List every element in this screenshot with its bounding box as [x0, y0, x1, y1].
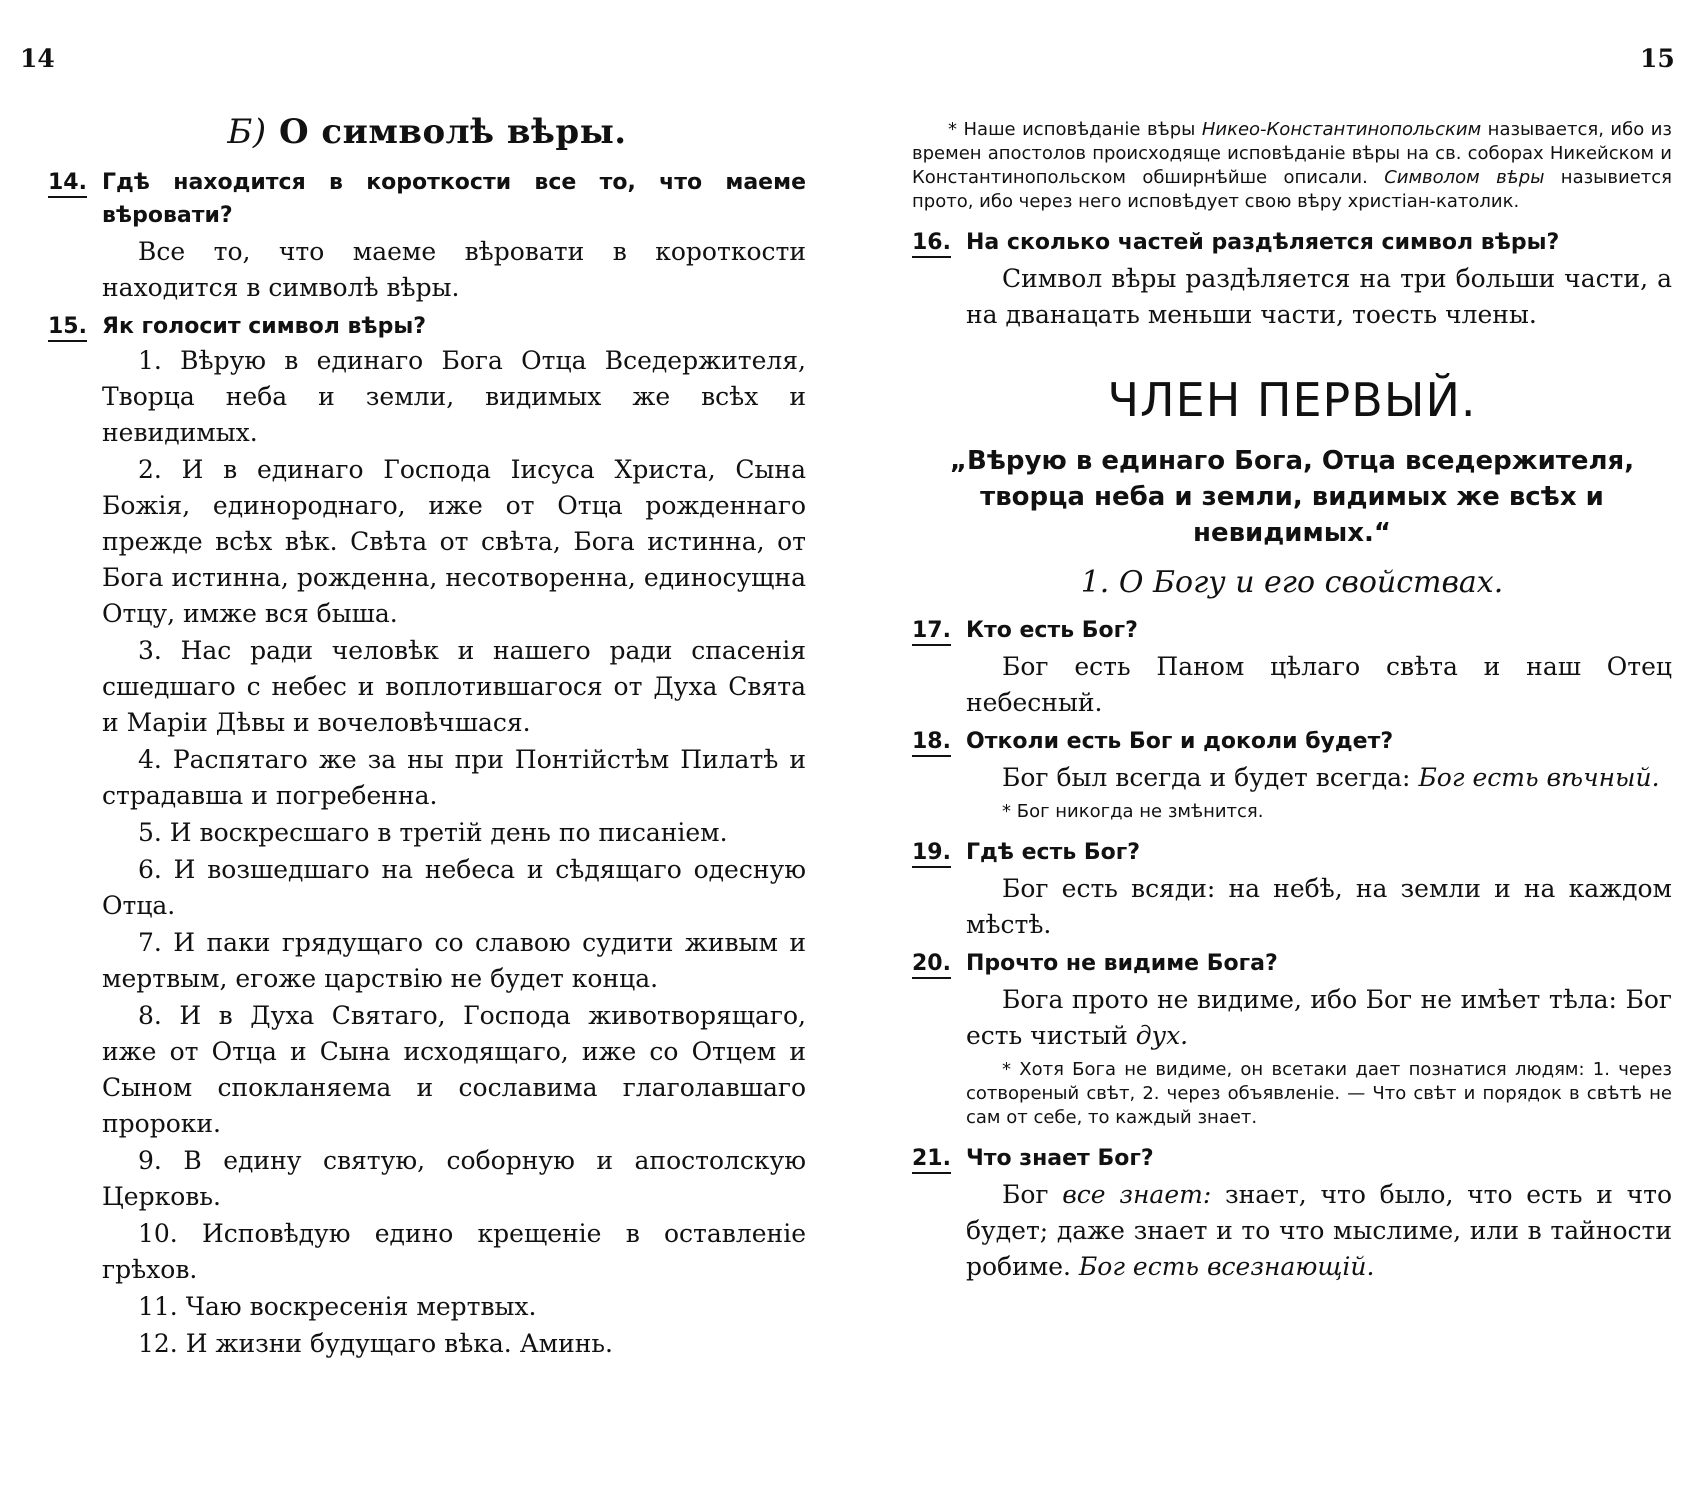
question-number: 16. [912, 230, 951, 255]
question-21 [912, 1142, 1672, 1175]
question-18 [912, 725, 1672, 758]
question-19 [912, 836, 1672, 869]
answer-italic: дух. [1135, 1021, 1189, 1050]
section-title-text: О символѣ вѣры. [278, 112, 627, 152]
page-number-left: 14 [20, 44, 55, 73]
question-text: Отколи есть Бог и доколи будет? [966, 729, 1394, 754]
question-number: 20. [912, 951, 951, 976]
note-text: * Наше исповѣданіе вѣры [948, 119, 1202, 140]
answer-16: Символ вѣры раздѣляется на три больши части, а на дванацать меньши части, тоесть члены. [966, 264, 1672, 329]
question-text: На сколько частей раздѣляется символ вѣры? [966, 230, 1560, 255]
answer-20 [966, 982, 1672, 1054]
question-number: 17. [912, 618, 951, 643]
right-page-column [912, 118, 1672, 1289]
note-text: называется, ибо из времен апостолов происходяще исповѣданіе вѣры на св. соборах Никейском и Константинопольском обширнѣйше описали. [912, 119, 1672, 188]
answer-italic: Бог есть вѣчный. [1418, 763, 1660, 792]
question-text: Гдѣ находится в короткости все то, что маеме вѣровати? [102, 170, 806, 228]
section-title [48, 112, 806, 152]
creed-article: 2. И в единаго Господа Іисуса Христа, Сына Божія, единороднаго, иже от Отца рожденнаго прежде всѣх вѣк. Свѣта от свѣта, Бога истинна, от Бога истинна, рожденна, несотворенна, единосущна Отцу, имже вся быша. [102, 455, 806, 628]
question-20 [912, 947, 1672, 980]
question-text: Что знает Бог? [966, 1146, 1154, 1171]
creed-article: 8. И в Духа Святаго, Господа животворящаго, иже от Отца и Сына исходящаго, иже со Отцем и Сыном спокланяема и сославима глаголавшаго пророки. [102, 1001, 806, 1138]
note-italic: Символом вѣры [1384, 167, 1545, 188]
answer-italic: Бог есть всезнающій. [1078, 1252, 1375, 1281]
answer-17: Бог есть Паном цѣлаго свѣта и наш Отец небесный. [966, 652, 1672, 717]
answer-italic: все знает: [1062, 1180, 1212, 1209]
question-16 [912, 226, 1672, 259]
question-text: Як голосит символ вѣры? [102, 314, 426, 339]
member-title: ЧЛЕН ПЕРВЫЙ. [1107, 373, 1477, 427]
note-italic: Никео-Константинопольским [1201, 119, 1482, 140]
creed-article: 11. Чаю воскресенія мертвых. [138, 1292, 537, 1321]
question-number: 21. [912, 1146, 951, 1171]
creed-article: 12. И жизни будущаго вѣка. Аминь. [138, 1329, 613, 1358]
question-14 [48, 166, 806, 232]
creed-article: 1. Вѣрую в единаго Бога Отца Вседержителя, Творца неба и земли, видимых же всѣх и невидимых. [102, 346, 806, 447]
creed-article: 7. И паки грядущаго со славою судити живым и мертвым, егоже царствію не будет конца. [102, 928, 806, 993]
answer-text: Бог был всегда и будет всегда: [1002, 763, 1419, 792]
note-text: назывиется прото, ибо через него исповѣдует свою вѣру христіан-католик. [912, 167, 1672, 212]
footnote-creed-name [912, 118, 1672, 214]
section-prefix: Б) [227, 112, 267, 152]
question-text: Прочто не видиме Бога? [966, 951, 1278, 976]
answer-text: знает, что было, что есть и что будет; даже знает и то что мыслиме, или в тайности робиме. [966, 1180, 1672, 1281]
answer-18 [966, 760, 1672, 796]
question-text: Гдѣ есть Бог? [966, 840, 1141, 865]
question-15 [48, 310, 806, 343]
answer-21 [966, 1177, 1672, 1285]
answer-14: Все то, что маеме вѣровати в короткости находится в символѣ вѣры. [102, 237, 806, 302]
question-number: 19. [912, 840, 951, 865]
answer-19: Бог есть всяди: на небѣ, на земли и на каждом мѣстѣ. [966, 874, 1672, 939]
question-text: Кто есть Бог? [966, 618, 1138, 643]
creed-article: 3. Нас ради человѣк и нашего ради спасенія сшедшаго с небес и воплотившагося от Духа Свята и Маріи Дѣвы и вочеловѣчшася. [102, 636, 806, 737]
question-number: 15. [48, 314, 87, 339]
creed-article: 4. Распятаго же за ны при Понтійстѣм Пилатѣ и страдавша и погребенна. [102, 745, 806, 810]
footnote-18: * Бог никогда не змѣнится. [1002, 801, 1264, 822]
subsection-title: 1. О Богу и его свойствах. [1080, 565, 1504, 600]
page-number-right: 15 [1640, 44, 1675, 73]
creed-list [48, 343, 806, 1362]
question-number: 14. [48, 170, 87, 195]
creed-article: 5. И воскресшаго в третій день по писаніем. [138, 818, 728, 847]
answer-text: Бога прото не видиме, ибо Бог не имѣет тѣла: Бог есть чистый [966, 985, 1672, 1050]
creed-article: 6. И возшедшаго на небеса и сѣдящаго одесную Отца. [102, 855, 806, 920]
question-number: 18. [912, 729, 951, 754]
footnote-20: * Хотя Бога не видиме, он всетаки дает познатися людям: 1. через сотвореный свѣт, 2. через объявленіе. — Что свѣт и порядок в свѣтѣ не сам от себе, то каждый знает. [966, 1059, 1672, 1128]
question-17 [912, 614, 1672, 647]
answer-text: Бог [1002, 1180, 1063, 1209]
left-page-column [48, 112, 806, 1363]
creed-article: 9. В едину святую, соборную и апостолскую Церковь. [102, 1146, 806, 1211]
creed-article-quote: „Вѣрую в единаго Бога, Отца вседержителя, творца неба и земли, видимых же всѣх и невидимых.“ [949, 446, 1635, 548]
creed-article: 10. Исповѣдую едино крещеніе в оставленіе грѣхов. [102, 1219, 806, 1284]
